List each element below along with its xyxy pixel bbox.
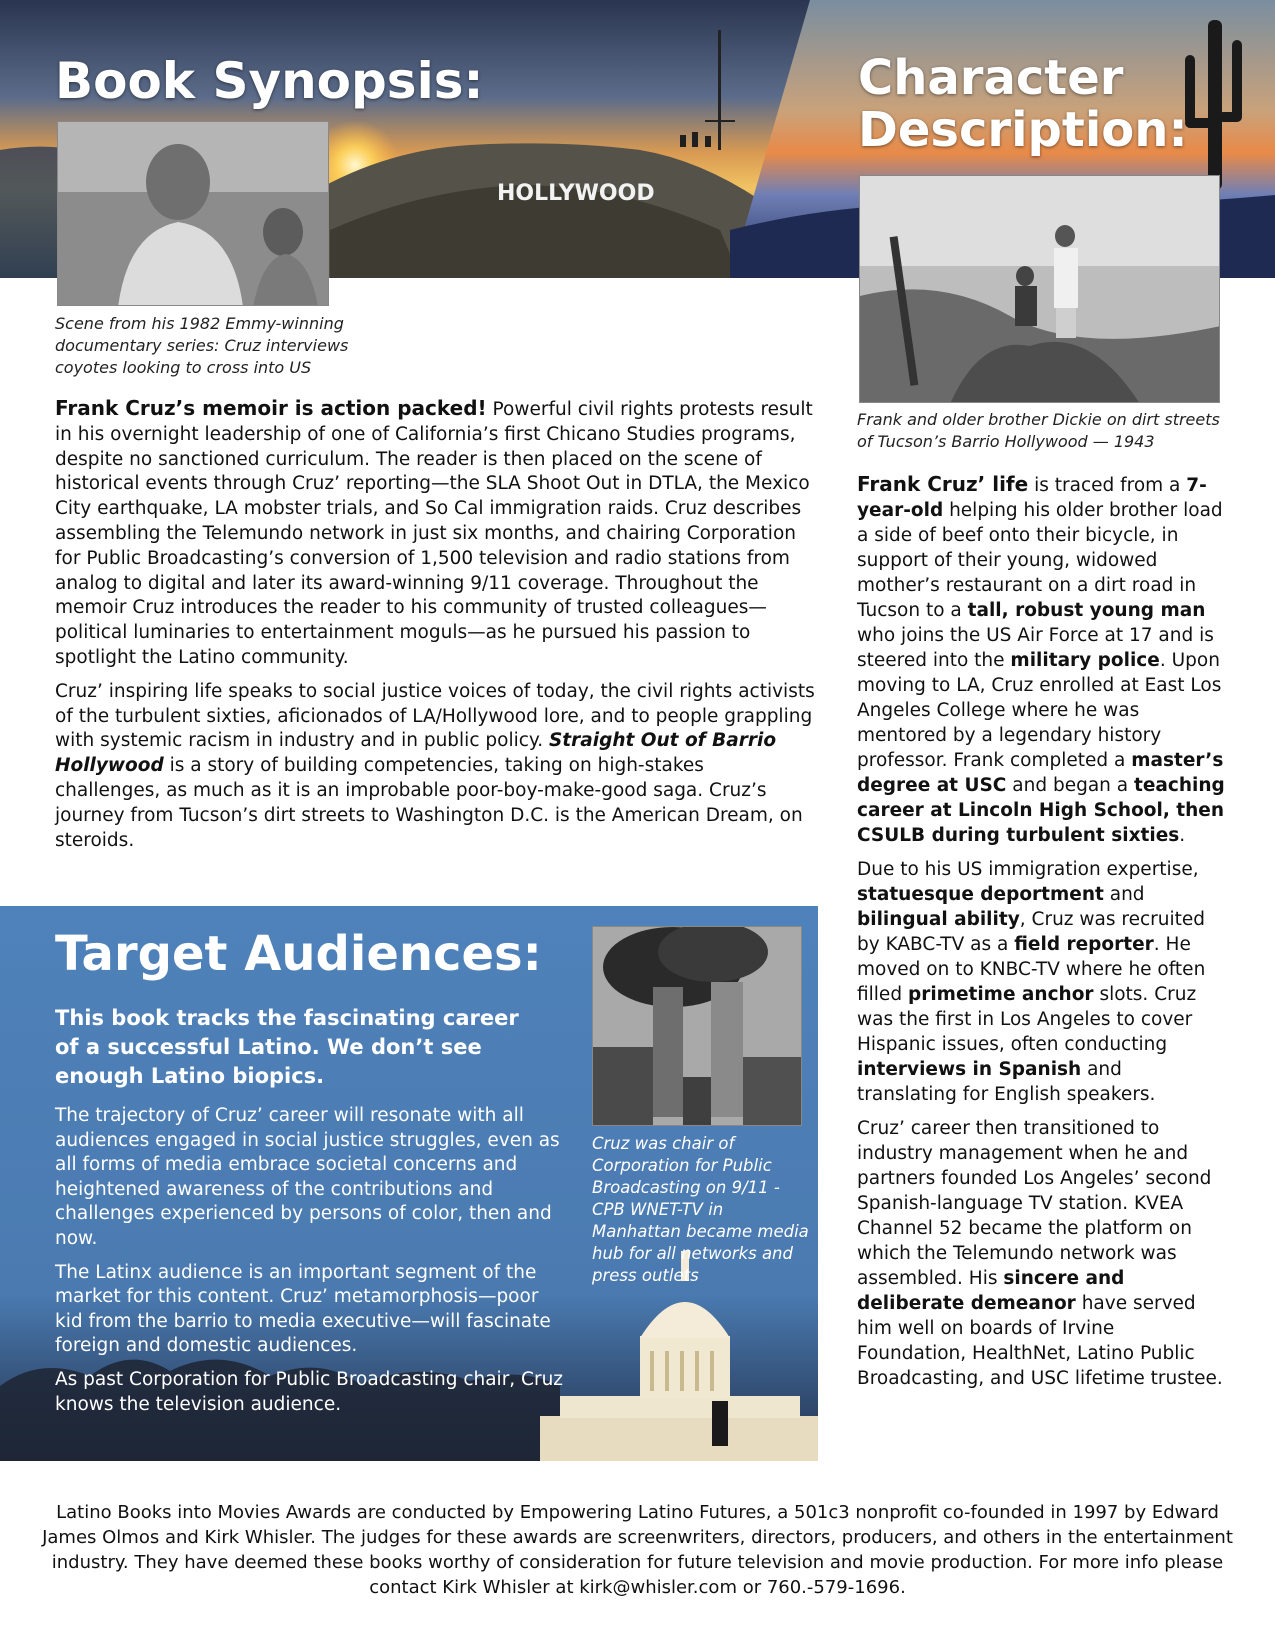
synopsis-paragraph-2-text-a: Cruz’ inspiring life speaks to social justice voices of today, the civil rights activists of the turbulent sixties, aficionados of LA/Hollywood lore, and to people grappling with systemic racism in industry and in public policy. <box>55 680 815 752</box>
nine-eleven-caption: Cruz was chair of Corporation for Public Broadcasting on 9/11 - CPB WNET-TV in Manhattan became media hub for all networks and press outlets <box>592 1134 809 1285</box>
character-p1-segment: Frank Cruz’ life <box>857 472 1029 496</box>
character-p2-segment: field reporter <box>1014 934 1154 955</box>
character-p1-segment: master’s degree at USC <box>857 750 1224 796</box>
character-p1-segment: who joins the US Air Force at 17 and is steered into the <box>857 625 1214 671</box>
character-p2-segment: primetime anchor <box>907 984 1094 1005</box>
synopsis-body <box>55 396 815 862</box>
synopsis-heading: Book Synopsis: <box>55 52 484 110</box>
synopsis-lead: Frank Cruz’s memoir is action packed! <box>55 396 487 420</box>
character-heading <box>858 52 1188 156</box>
footer-note: Latino Books into Movies Awards are conducted by Empowering Latino Futures, a 501c3 nonprofit co-founded in 1997 by Edward James Olmos and Kirk Whisler. The judges for these awards are screenwriters, directors, producers, and others in the entertainment industry. They have deemed these books worthy of consideration for future television and movie production. For more info please contact Kirk Whisler at kirk@whisler.com or 760.-579-1696. <box>42 1502 1233 1598</box>
character-p1-segment: teaching career at Lincoln High School, then CSULB during turbulent sixties <box>857 775 1225 846</box>
character-p1-segment: . <box>1179 825 1186 846</box>
hollywood-sign: HOLLYWOOD <box>497 181 655 206</box>
character-p2-segment: Due to his US immigration expertise, <box>857 859 1199 880</box>
character-p3-segment: Cruz’ career then transitioned to industry management when he and partners founded Los Angeles’ second Spanish-language TV station. KVEA Channel 52 became the platform on which the Telemundo network was assembled. His <box>857 1118 1212 1289</box>
target-paragraph-1: The trajectory of Cruz’ career will resonate with all audiences engaged in social justice struggles, even as all forms of media embrace societal concerns and heightened awareness of the contributions and challenges experienced by persons of color, then and now. <box>55 1105 560 1249</box>
character-p1-segment: 7-year-old <box>857 475 1207 521</box>
character-p1-segment: military police <box>1010 650 1160 671</box>
character-paragraph-1 <box>857 472 1227 848</box>
synopsis-paragraph-1 <box>55 396 815 671</box>
character-body <box>857 472 1227 1400</box>
target-paragraph-3: As past Corporation for Public Broadcasting chair, Cruz knows the television audience. <box>55 1368 564 1415</box>
character-p1-segment: tall, robust young man <box>967 600 1206 621</box>
character-p1-segment: . Upon moving to LA, Cruz enrolled at East Los Angeles College where he was mentored by a legendary history professor. Frank completed a <box>857 650 1222 771</box>
character-p2-segment: and <box>1103 884 1145 905</box>
book-title: Straight Out of Barrio Hollywood <box>55 730 777 777</box>
target-paragraph-2: The Latinx audience is an important segment of the market for this content. Cruz’ metamorphosis—poor kid from the barrio to media executive—will fascinate foreign and domestic audiences. <box>55 1261 551 1357</box>
character-paragraph-3 <box>857 1116 1227 1391</box>
character-p1-segment: is traced from a <box>1028 475 1187 496</box>
synopsis-paragraph-1-text: Powerful civil rights protests result in his overnight leadership of one of California’s first Chicano Studies programs, despite no sanctioned curriculum. The reader is then placed on the scene of historical events through Cruz’ reporting—the SLA Shoot Out in DTLA, the Mexico City earthquake, LA mobster trials, and So Cal immigration raids. Cruz describes assembling the Telemundo network in just six months, and chairing Corporation for Public Broadcasting’s conversion of 1,500 television and radio stations from analog to digital and later its award-winning 9/11 coverage. Throughout the memoir Cruz introduces the reader to his community of trusted colleagues—political luminaries to entertainment moguls—as he pursued his passion to spotlight the Latino community. <box>55 399 813 668</box>
documentary-photo <box>57 121 329 306</box>
character-p2-segment: bilingual ability <box>857 909 1020 930</box>
character-p2-segment: , Cruz was recruited by KABC-TV as a <box>857 909 1205 955</box>
target-body <box>55 1104 565 1426</box>
character-p3-segment: sincere and deliberate demeanor <box>857 1268 1125 1314</box>
synopsis-paragraph-2 <box>55 680 815 854</box>
character-p1-segment: helping his older brother load a side of beef onto their bicycle, in support of their young, widowed mother’s restaurant on a dirt road in Tucson to a <box>857 500 1223 621</box>
brothers-caption: Frank and older brother Dickie on dirt streets of Tucson’s Barrio Hollywood — 1943 <box>857 410 1220 451</box>
brothers-photo <box>859 175 1220 403</box>
character-heading-line1: Character <box>858 50 1124 106</box>
target-heading: Target Audiences: <box>55 926 542 982</box>
character-p2-segment: slots. Cruz was the first in Los Angeles to cover Hispanic issues, often conducting <box>857 984 1197 1055</box>
target-subtitle: This book tracks the fascinating career of a successful Latino. We don’t see enough Latino biopics. <box>55 1006 519 1088</box>
character-p2-segment: statuesque deportment <box>857 884 1104 905</box>
character-p2-segment: and translating for English speakers. <box>857 1059 1156 1105</box>
character-paragraph-2 <box>857 857 1227 1107</box>
documentary-caption: Scene from his 1982 Emmy-winning documentary series: Cruz interviews coyotes looking to cross into US <box>55 314 349 377</box>
character-p1-segment: and began a <box>1006 775 1134 796</box>
character-p3-segment: have served him well on boards of Irvine Foundation, HealthNet, Latino Public Broadcasting, and USC lifetime trustee. <box>857 1293 1223 1389</box>
character-p2-segment: . He moved on to KNBC-TV where he often filled <box>857 934 1206 1005</box>
character-p2-segment: interviews in Spanish <box>857 1059 1082 1080</box>
character-heading-line2: Description: <box>858 102 1188 158</box>
synopsis-paragraph-2-text-b: is a story of building competencies, taking on high-stakes challenges, as much as it is an improbable poor-boy-make-good saga. Cruz’s journey from Tucson’s dirt streets to Washington D.C. is the American Dream, on steroids. <box>55 755 803 851</box>
target-audiences-panel <box>0 906 818 1461</box>
nine-eleven-photo <box>592 926 802 1126</box>
